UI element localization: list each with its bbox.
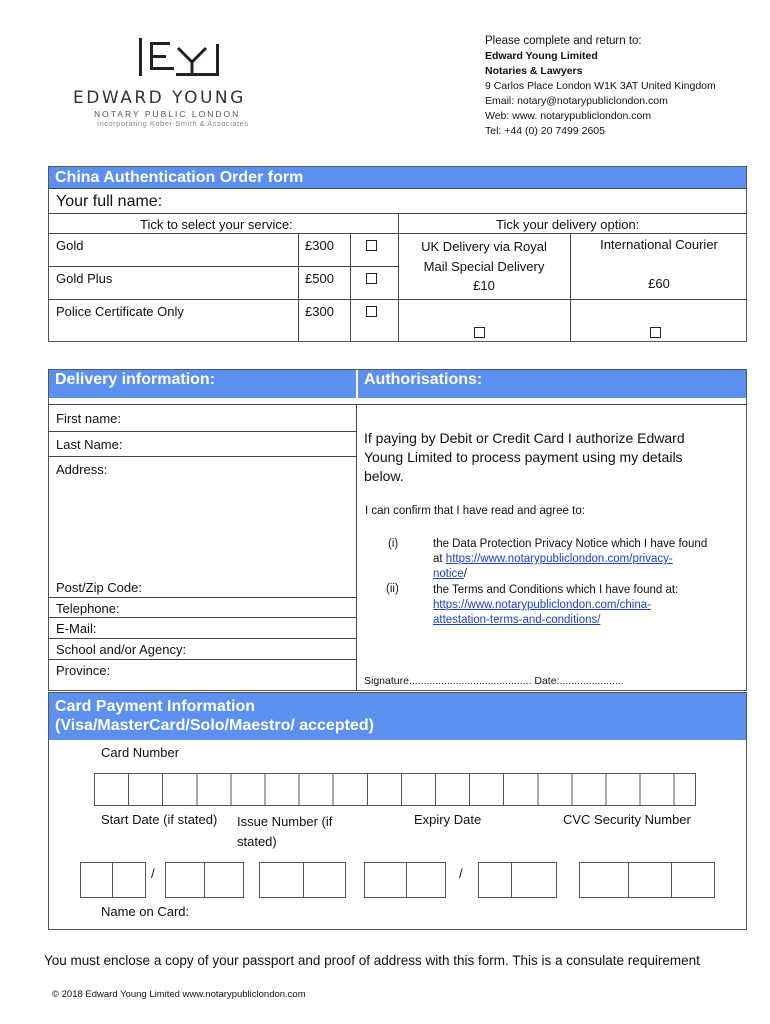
delivery-uk <box>398 237 570 296</box>
expiry-date-label: Expiry Date <box>414 812 482 827</box>
auth-para-line2: Young Limited to process payment using my details <box>364 449 683 465</box>
cvc-label: CVC Security Number <box>563 812 691 827</box>
card-title-line2: (Visa/MasterCard/Solo/Maestro/ accepted) <box>55 717 374 734</box>
start-date-box-4[interactable] <box>204 862 244 898</box>
privacy-link-cont[interactable]: notice <box>433 568 464 580</box>
issue-number-label <box>237 812 332 852</box>
expiry-slash: / <box>459 866 463 881</box>
issue-box-1[interactable] <box>259 862 304 898</box>
expiry-box-1[interactable] <box>364 862 407 898</box>
service-police: Police Certificate Only <box>56 304 184 319</box>
auth-item-1-text: the Data Protection Privacy Notice which I have found <box>433 538 708 550</box>
card-number-label: Card Number <box>101 745 180 760</box>
delivery-option-header: Tick your delivery option: <box>496 217 640 232</box>
contact-intro: Please complete and return to: <box>485 35 642 47</box>
delivery-uk-line2: Mail Special Delivery <box>423 258 545 274</box>
auth-item-1-at: at <box>433 553 446 565</box>
start-date-box-1[interactable] <box>80 862 113 898</box>
auth-title: Authorisations: <box>358 370 746 398</box>
footer: © 2018 Edward Young Limited www.notarypubliclondon.com <box>52 989 306 1000</box>
auth-paragraph <box>364 429 685 486</box>
contact-address: 9 Carlos Place London W1K 3AT United Kingdom <box>485 80 716 92</box>
consulate-notice: You must enclose a copy of your passport and proof of address with this form. This is a consulate requirement <box>44 953 700 968</box>
start-date-box-3[interactable] <box>165 862 205 898</box>
postcode-label: Post/Zip Code: <box>56 580 142 595</box>
delivery-title: Delivery information: <box>49 370 356 398</box>
first-name-label: First name: <box>56 411 122 426</box>
expiry-box-4[interactable] <box>511 862 557 898</box>
auth-para-line1: If paying by Debit or Credit Card I authorize Edward <box>364 430 685 446</box>
cvc-box-2[interactable] <box>628 862 672 898</box>
delivery-uk-line1: UK Delivery via Royal <box>421 239 547 254</box>
issue-label-line1: Issue Number (if <box>237 814 333 829</box>
start-date-slash: / <box>151 866 155 881</box>
contact-dept: Notaries & Lawyers <box>485 65 583 77</box>
auth-item-1-num: (i) <box>388 538 399 550</box>
cvc-box-1[interactable] <box>579 862 629 898</box>
start-date-label: Start Date (if stated) <box>101 812 218 827</box>
auth-item-1 <box>433 537 738 582</box>
school-agency-label: School and/or Agency: <box>56 642 187 657</box>
contact-block <box>485 34 716 139</box>
service-gold-plus-checkbox[interactable] <box>366 273 377 284</box>
auth-item-2-num: (ii) <box>386 583 399 595</box>
card-title-line1: Card Payment Information <box>55 698 256 715</box>
service-header: Tick to select your service: <box>140 217 293 232</box>
telephone-label: Telephone: <box>56 601 120 616</box>
auth-item-2-text: the Terms and Conditions which I have found at: <box>433 584 679 596</box>
address-label: Address: <box>56 462 108 477</box>
start-date-box-2[interactable] <box>112 862 146 898</box>
contact-email: Email: notary@notarypubliclondon.com <box>485 95 668 107</box>
email-label: E-Mail: <box>56 621 97 636</box>
cvc-box-3[interactable] <box>671 862 715 898</box>
auth-confirm: I can confirm that I have read and agree to: <box>365 505 585 517</box>
service-police-price: £300 <box>305 304 334 319</box>
service-gold-plus-price: £500 <box>305 271 334 286</box>
logo-mark <box>136 36 232 80</box>
card-title <box>49 693 746 740</box>
service-gold-price: £300 <box>305 238 334 253</box>
logo-name: EDWARD YOUNG <box>73 88 246 108</box>
full-name-label: Your full name: <box>56 193 163 210</box>
terms-link-cont[interactable]: attestation-terms-and-conditions/ <box>433 614 601 626</box>
auth-para-line3: below. <box>364 468 404 484</box>
service-police-checkbox[interactable] <box>366 306 377 317</box>
auth-item-2 <box>433 583 738 628</box>
expiry-box-3[interactable] <box>478 862 512 898</box>
issue-box-2[interactable] <box>303 862 346 898</box>
delivery-intl <box>571 237 747 291</box>
card-number-boxes[interactable] <box>94 773 696 806</box>
contact-tel: Tel: +44 (0) 20 7499 2605 <box>485 125 605 137</box>
logo <box>60 36 310 136</box>
delivery-uk-checkbox[interactable] <box>474 327 485 338</box>
service-gold: Gold <box>56 238 84 253</box>
issue-label-line2: stated) <box>237 834 277 849</box>
expiry-box-2[interactable] <box>406 862 446 898</box>
logo-incorporating: Incorporating Kober-Smith & Associates <box>97 119 249 128</box>
signature-line[interactable]: Signature.......................................... Date:...................... <box>364 675 624 687</box>
province-label: Province: <box>56 663 111 678</box>
delivery-uk-price: £10 <box>473 278 495 293</box>
service-gold-plus: Gold Plus <box>56 271 113 286</box>
contact-web: Web: www. notarypubliclondon.com <box>485 110 652 122</box>
terms-link[interactable]: https://www.notarypubliclondon.com/china- <box>433 599 651 611</box>
delivery-intl-price: £60 <box>648 276 670 291</box>
logo-subtitle: NOTARY PUBLIC LONDON <box>94 109 241 119</box>
order-title: China Authentication Order form <box>49 167 746 189</box>
delivery-intl-label: International Courier <box>600 237 718 252</box>
last-name-label: Last Name: <box>56 437 123 452</box>
auth-item-1-slash: / <box>463 568 467 580</box>
contact-company: Edward Young Limited <box>485 50 598 62</box>
name-on-card-label: Name on Card: <box>101 904 190 919</box>
service-gold-checkbox[interactable] <box>366 240 377 251</box>
privacy-link[interactable]: https://www.notarypubliclondon.com/privacy- <box>445 553 673 565</box>
delivery-intl-checkbox[interactable] <box>650 327 661 338</box>
